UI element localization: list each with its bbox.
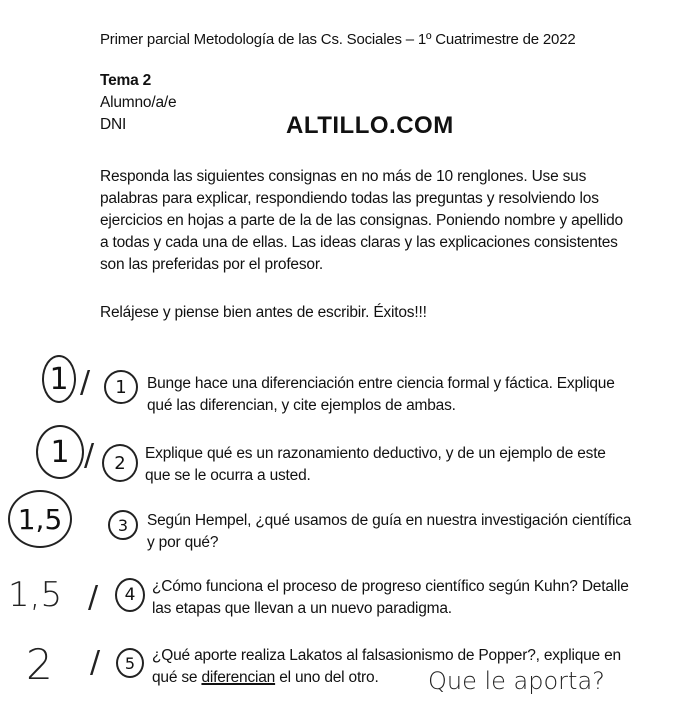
question-3: [147, 510, 631, 554]
text: el uno del otro.: [275, 669, 379, 686]
grade-value: 1,5: [17, 502, 63, 536]
question-line: Según Hempel, ¿qué usamos de guía en nuestra investigación científica: [147, 512, 632, 529]
tema-label: Tema 2: [100, 72, 152, 89]
question-number: [104, 370, 138, 404]
question-line: qué las diferencian, y cite ejemplos de ambas.: [147, 397, 456, 414]
question-4: [152, 576, 629, 620]
question-1: [147, 373, 615, 417]
slash-mark: /: [84, 438, 95, 473]
instruction-line: ejercicios en hojas a parte de la de las consignas. Poniendo nombre y apellido: [100, 212, 623, 229]
number-value: 5: [124, 653, 136, 673]
grade-value: 1: [50, 434, 70, 470]
text: qué se: [152, 669, 202, 686]
question-line: ¿Cómo funciona el proceso de progreso científico según Kuhn? Detalle: [152, 578, 629, 595]
slash-mark: /: [90, 645, 101, 680]
instruction-line: a todas y cada una de ellas. Las ideas claras y las explicaciones consistentes: [100, 234, 618, 251]
instruction-line: Responda las siguientes consignas en no más de 10 renglones. Use sus: [100, 168, 587, 185]
slash-mark: /: [80, 365, 91, 400]
number-value: 3: [117, 515, 129, 535]
question-number: [108, 510, 138, 540]
question-line: y por qué?: [147, 534, 219, 551]
question-line: que se le ocurra a usted.: [145, 467, 311, 484]
watermark-logo: ALTILLO.COM: [286, 112, 454, 139]
underlined-word: diferencian: [201, 669, 276, 686]
closing-text: Relájese y piense bien antes de escribir. Éxitos!!!: [100, 304, 427, 321]
instruction-line: son las preferidas por el profesor.: [100, 256, 324, 273]
slash-mark: /: [88, 580, 99, 615]
number-value: 2: [114, 452, 126, 474]
grade-mark: 1,5: [8, 575, 63, 615]
instructions: [100, 166, 623, 276]
number-value: 4: [124, 585, 136, 605]
grade-mark: 2: [26, 640, 53, 689]
grade-mark: [42, 355, 76, 403]
question-number: [115, 578, 145, 612]
instruction-line: palabras para explicar, respondiendo todas las preguntas y resolviendo los: [100, 190, 599, 207]
exam-title: Primer parcial Metodología de las Cs. Sociales – 1º Cuatrimestre de 2022: [100, 31, 576, 48]
grade-mark: [36, 425, 84, 479]
grade-mark: [8, 490, 72, 548]
question-2: [145, 443, 606, 487]
question-number: [102, 444, 138, 482]
handwritten-note: Que le aporta?: [428, 667, 605, 695]
dni-label: DNI: [100, 116, 127, 133]
question-line: ¿Qué aporte realiza Lakatos al falsasionismo de Popper?, explique en: [152, 647, 621, 664]
number-value: 1: [115, 376, 127, 398]
question-line: Bunge hace una diferenciación entre ciencia formal y fáctica. Explique: [147, 375, 615, 392]
alumno-label: Alumno/a/e: [100, 94, 177, 111]
grade-value: 1: [49, 361, 69, 397]
question-line: Explique qué es un razonamiento deductivo, y de un ejemplo de este: [145, 445, 606, 462]
question-line: las etapas que llevan a un nuevo paradigma.: [152, 600, 452, 617]
question-number: [116, 648, 144, 678]
